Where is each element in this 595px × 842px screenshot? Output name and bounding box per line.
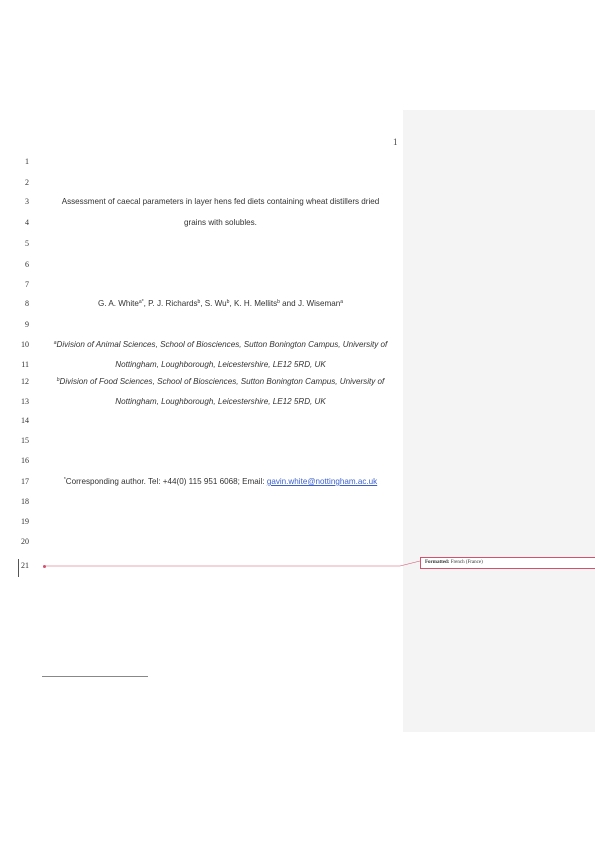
- affiliation-a-text: Division of Animal Sciences, School of Biosciences, Sutton Bonington Campus, University of: [56, 340, 388, 349]
- line-number: 8: [25, 299, 29, 308]
- author-list: [42, 299, 399, 308]
- line-number: 9: [25, 320, 29, 329]
- affiliation-a-line-1: [42, 340, 399, 349]
- change-bar: [18, 559, 19, 577]
- author-affiliation-mark: b: [226, 299, 230, 305]
- line-number: 6: [25, 260, 29, 269]
- line-number: 11: [21, 360, 29, 369]
- line-number: 2: [25, 178, 29, 187]
- comment-text: French (France): [450, 560, 483, 565]
- corresponding-author: [42, 477, 399, 486]
- author-affiliation-mark: b: [197, 299, 201, 305]
- page-number: 1: [393, 137, 398, 147]
- email-link[interactable]: gavin.white@nottingham.ac.uk: [266, 477, 378, 486]
- author-affiliation-mark: a*: [138, 299, 144, 305]
- comment-label: Formatted:: [425, 560, 450, 565]
- formatting-comment-balloon[interactable]: [420, 557, 595, 569]
- line-number: 4: [25, 218, 29, 227]
- line-number: 20: [21, 537, 29, 546]
- line-number: 18: [21, 497, 29, 506]
- line-number: 1: [25, 157, 29, 166]
- author-name: S. Wu: [204, 299, 227, 308]
- affiliation-b-mark: b: [56, 377, 60, 383]
- author-name: J. Wiseman: [297, 299, 341, 308]
- affiliation-b-line-2: Nottingham, Loughborough, Leicestershire, LE12 5RD, UK: [115, 397, 326, 406]
- affiliation-a-mark: a: [53, 340, 57, 346]
- corresponding-text: Corresponding author. Tel: +44(0) 115 951 6068; Email:: [65, 477, 267, 486]
- line-number: 21: [21, 561, 29, 570]
- line-number: 3: [25, 197, 29, 206]
- line-number: 5: [25, 239, 29, 248]
- line-number: 17: [21, 477, 29, 486]
- line-number: 16: [21, 456, 29, 465]
- author-affiliation-mark: a: [340, 299, 343, 305]
- line-number: 10: [21, 340, 29, 349]
- affiliation-b-line-1: [42, 377, 399, 386]
- title-line-2: grains with solubles.: [184, 218, 257, 227]
- comment-margin-pane: [403, 110, 595, 732]
- title-line-1: Assessment of caecal parameters in layer hens fed diets containing wheat distillers dried: [61, 197, 380, 206]
- affiliation-a-line-2: Nottingham, Loughborough, Leicestershire, LE12 5RD, UK: [115, 360, 326, 369]
- comment-anchor: [43, 565, 46, 568]
- line-number: 12: [21, 377, 29, 386]
- author-separator: and: [279, 299, 298, 308]
- line-number: 7: [25, 280, 29, 289]
- affiliation-b-text: Division of Food Sciences, School of Biosciences, Sutton Bonington Campus, University of: [59, 377, 385, 386]
- author-name: K. H. Mellits: [233, 299, 278, 308]
- author-name: G. A. White: [97, 299, 139, 308]
- footnote-separator: [42, 676, 148, 677]
- line-number: 15: [21, 436, 29, 445]
- author-separator: ,: [143, 299, 149, 308]
- author-separator: ,: [229, 299, 234, 308]
- author-affiliation-mark: b: [277, 299, 280, 305]
- author-separator: ,: [200, 299, 205, 308]
- author-name: P. J. Richards: [148, 299, 198, 308]
- corresponding-mark: *: [63, 477, 66, 483]
- line-number: 14: [21, 416, 29, 425]
- line-number: 19: [21, 517, 29, 526]
- line-number: 13: [21, 397, 29, 406]
